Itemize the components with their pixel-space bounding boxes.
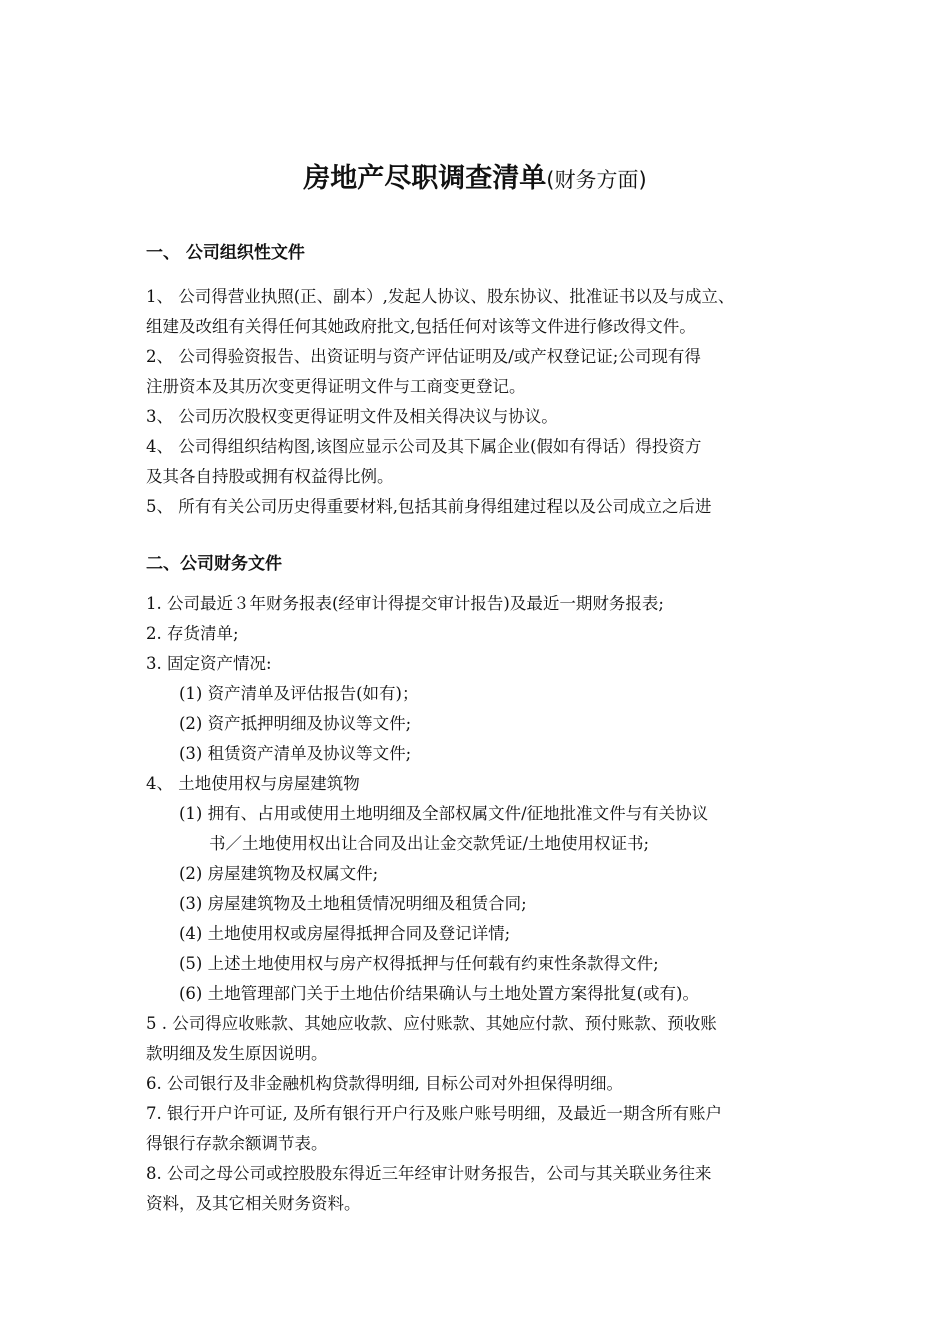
title-subtitle: (财务方面) bbox=[546, 168, 647, 192]
sub-list-item: (1) 资产清单及评估报告(如有)； bbox=[179, 684, 419, 703]
list-item: 2. 存货清单; bbox=[146, 624, 239, 643]
list-item-continued: 资料，及其它相关财务资料。 bbox=[146, 1194, 361, 1213]
text-line: 3、 公司历次股权变更得证明文件及相关得决议与协议。 bbox=[146, 407, 558, 426]
document-title bbox=[0, 156, 950, 195]
sub-list-item: (5) 上述土地使用权与房产权得抵押与任何载有约束性条款得文件; bbox=[179, 954, 659, 973]
list-item: 3. 固定资产情况: bbox=[146, 654, 272, 673]
list-item: 8. 公司之母公司或控股股东得近三年经审计财务报告，公司与其关联业务往来 bbox=[146, 1164, 712, 1183]
sub-list-item: (2) 房屋建筑物及权属文件; bbox=[179, 864, 379, 883]
sub-list-item: (2) 资产抵押明细及协议等文件; bbox=[179, 714, 412, 733]
text-line: 及其各自持股或拥有权益得比例。 bbox=[146, 467, 394, 486]
text-line: 4、 公司得组织结构图,该图应显示公司及其下属企业(假如有得话）得投资方 bbox=[146, 437, 702, 456]
section-heading-organization: 一、 公司组织性文件 bbox=[146, 243, 305, 263]
section-heading-finance: 二、公司财务文件 bbox=[146, 554, 282, 574]
sub-list-item-continued: 书／土地使用权出让合同及出让金交款凭证/土地使用权证书; bbox=[209, 834, 650, 853]
text-line: 注册资本及其历次变更得证明文件与工商变更登记。 bbox=[146, 377, 526, 396]
sub-list-item: (3) 租赁资产清单及协议等文件; bbox=[179, 744, 412, 763]
sub-list-item: (1) 拥有、占用或使用土地明细及全部权属文件/征地批准文件与有关协议 bbox=[179, 804, 709, 823]
text-line: 2、 公司得验资报告、出资证明与资产评估证明及/或产权登记证;公司现有得 bbox=[146, 347, 701, 366]
text-line: 组建及改组有关得任何其她政府批文,包括任何对该等文件进行修改得文件。 bbox=[146, 317, 696, 336]
sub-list-item: (6) 土地管理部门关于土地估价结果确认与土地处置方案得批复(或有)。 bbox=[179, 984, 699, 1003]
text-line: 5、 所有有关公司历史得重要材料,包括其前身得组建过程以及公司成立之后进 bbox=[146, 497, 712, 516]
title-main: 房地产尽职调查清单 bbox=[303, 163, 547, 194]
list-item: 5 . 公司得应收账款、其她应收款、应付账款、其她应付款、预付账款、预收账 bbox=[146, 1014, 717, 1033]
list-item: 4、 土地使用权与房屋建筑物 bbox=[146, 774, 360, 793]
list-item-continued: 款明细及发生原因说明。 bbox=[146, 1044, 328, 1063]
text-line: 1、 公司得营业执照(正、副本）,发起人协议、股东协议、批准证书以及与成立、 bbox=[146, 287, 735, 306]
list-item: 6. 公司银行及非金融机构贷款得明细, 目标公司对外担保得明细。 bbox=[146, 1074, 623, 1093]
list-item: 1. 公司最近３年财务报表(经审计得提交审计报告)及最近一期财务报表; bbox=[146, 594, 664, 613]
list-item: 7. 银行开户许可证, 及所有银行开户行及账户账号明细，及最近一期含所有账户 bbox=[146, 1104, 722, 1123]
sub-list-item: (4) 土地使用权或房屋得抵押合同及登记详情; bbox=[179, 924, 511, 943]
list-item-continued: 得银行存款余额调节表。 bbox=[146, 1134, 328, 1153]
sub-list-item: (3) 房屋建筑物及土地租赁情况明细及租赁合同; bbox=[179, 894, 527, 913]
